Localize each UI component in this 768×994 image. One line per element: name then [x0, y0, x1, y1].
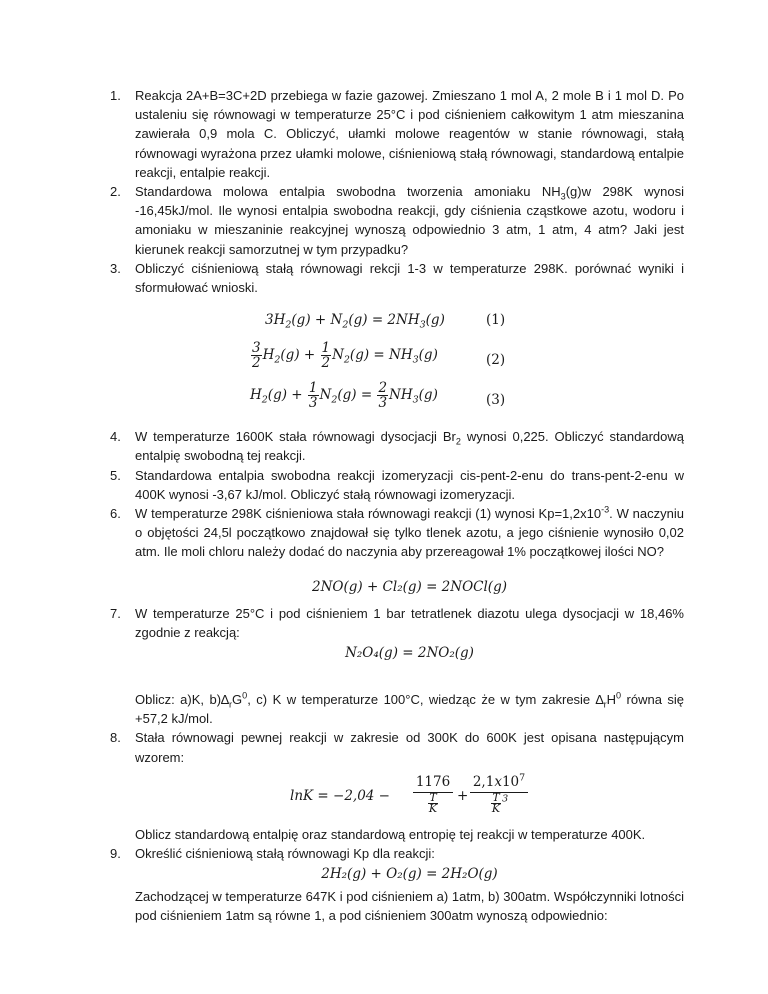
problem-number: 6.: [110, 506, 121, 522]
problem-text: Stała równowagi pewnej reakcji w zakresie od 300K do 600K jest opisana następującym wzorem:: [135, 730, 684, 765]
problem-number: 1.: [110, 88, 121, 103]
equation-nocl: 2NO(g) + Cl₂(g) = 2NOCl(g): [312, 578, 507, 595]
problem-6: [110, 504, 684, 562]
problem-8: [110, 728, 684, 766]
text: Oblicz: a)K, b)∆: [135, 692, 229, 708]
problem-text: Określić ciśnieniową stałą równowagi Kp dla reakcji:: [135, 846, 435, 862]
problem-text: W temperaturze 25°C i pod ciśnieniem 1 bar tetratlenek diazotu ulega dysocjacji w 18,46% zgodnie z reakcją:: [135, 605, 684, 640]
problem-text: Reakcja 2A+B=3C+2D przebiega w fazie gazowej. Zmieszano 1 mol A, 2 mole B i 1 mol D. Po ustaleniu się równowagi w temperaturze 25°C i pod ciśnieniem całkowitym 1 atm mieszanina zawierała 0,9 mola C. Obliczyć, ułamki molowe reagentów w stanie równowagi, stałą równowagi wyrażona przez ułamki molowe, ciśnieniową stałą równowagi, standardową entalpie reakcji, entalpie reakcji.: [135, 88, 684, 180]
equation-lnk: lnK = −2,04 − 1176 $\frac{T}{K}$ + $2,1x10^7$ $\frac{T}{K}$ $^3$: [110, 771, 684, 825]
subscript: 2: [455, 436, 461, 447]
problem-7: [110, 604, 684, 642]
problem-7-followup: [110, 690, 684, 728]
problem-2: [110, 182, 684, 259]
equation-expression: $\frac{3}{2}$ $H_2(g)$ + $\frac{1}{2}$ $N_2(g) = NH_3(g)$: [252, 340, 438, 372]
equation-expression: $3H_2(g) + N_2(g) = 2NH_3(g)$: [265, 312, 445, 331]
problem-4: [110, 427, 684, 465]
text: , c) K w temperaturze 100°C, wiedząc że w tym zakresie ∆: [247, 692, 604, 708]
problem-text-part-a: W temperaturze 1600K stała równowagi dysocjacji Br: [135, 429, 456, 445]
problem-3: [110, 259, 684, 297]
equation-expression: $H_2(g)$ + $\frac{1}{3}$ $N_2(g)$ = $\frac{2}{3}$ $NH_3(g)$: [250, 380, 438, 412]
problem-5: [110, 466, 684, 504]
equation-3: [110, 379, 684, 419]
subscript: r: [603, 699, 607, 710]
problem-number: 5.: [110, 467, 121, 483]
equation-2: [110, 339, 684, 379]
problem-text: Obliczyć ciśnieniową stałą równowagi rekcji 1-3 w temperaturze 298K. porównać wyniki i sformułować wnioski.: [135, 260, 684, 296]
problem-number: 9.: [110, 846, 121, 862]
problem-number: 7.: [110, 605, 121, 621]
problem-text-part-a: Standardowa molowa entalpia swobodna tworzenia amoniaku NH: [135, 184, 561, 200]
superscript: 0: [242, 690, 248, 701]
equation-tag: (2): [486, 352, 506, 369]
problem-1: [110, 86, 684, 182]
text: równa się +57,2 kJ/mol.: [135, 692, 684, 727]
superscript: 0: [616, 690, 622, 701]
equation-tag: (1): [486, 312, 506, 329]
text: G: [232, 692, 243, 708]
problem-9: [110, 844, 684, 863]
problem-text-part-b: wynosi 0,225. Obliczyć standardową entalpię swobodną tej reakcji.: [135, 429, 684, 464]
problem-9-followup: Zachodzącej w temperaturze 647K i pod ciśnieniem a) 1atm, b) 300atm. Współczynniki lotności pod ciśnieniem 1atm są równe 1, a pod ciśnieniem 300atm wynoszą odpowiednio:: [135, 889, 684, 924]
equation-water: 2H₂(g) + O₂(g) = 2H₂O(g): [321, 866, 498, 883]
problem-number: 8.: [110, 730, 121, 746]
problem-text-part-b: (g)w 298K wynosi -16,45kJ/mol. Ile wynosi entalpia swobodna reakcji, gdy ciśnienia cząstkowe azotu, wodoru i amoniaku w mieszaninie reakcyjnej wynoszą odpowiednio 3 atm, 1 atm, 4 atm? Jaki jest kierunek reakcji samorzutnej w tym przypadku?: [135, 184, 684, 257]
problem-number: 4.: [110, 429, 121, 445]
problem-text: Standardowa entalpia swobodna reakcji izomeryzacji cis-pent-2-enu do trans-pent-2-enu w 400K wynosi -3,67 kJ/mol. Obliczyć stałą równowagi izomeryzacji.: [135, 467, 684, 502]
problem-text-part-b: . W naczyniu o objętości 24,5l początkowo znajdował się tylko tlenek azotu, a jego ciśnienie wynosiło 0,02 atm. Ile moli chloru należy dodać do naczynia aby przereagował 1% początkowej ilości NO?: [135, 506, 684, 560]
text: H: [606, 692, 616, 708]
equation-n2o4: N₂O₄(g) = 2NO₂(g): [345, 645, 474, 662]
subscript: 3: [560, 191, 566, 202]
problem-number: 3.: [110, 260, 121, 276]
problem-number: 2.: [110, 184, 121, 200]
equation-1: [110, 309, 684, 339]
equation-tag: (3): [486, 392, 506, 409]
subscript: r: [229, 699, 233, 710]
superscript: -3: [601, 504, 610, 515]
problem-text-part-a: W temperaturze 298K ciśnieniowa stała równowagi reakcji (1) wynosi Kp=1,2x10: [135, 506, 602, 522]
problem-8-followup: Oblicz standardową entalpię oraz standardową entropię tej reakcji w temperaturze 400K.: [135, 826, 646, 842]
problem-list: [110, 86, 684, 926]
